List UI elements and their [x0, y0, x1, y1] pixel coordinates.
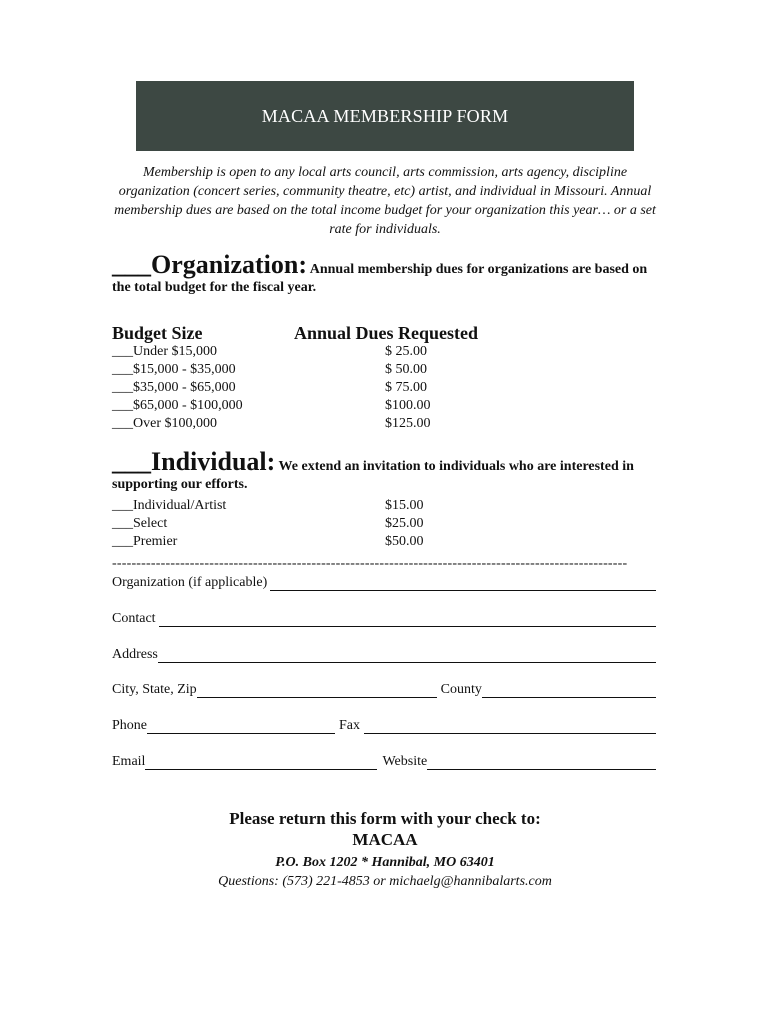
separator-line: ----------------------------------------------------------------------------------------------------------: [112, 556, 628, 571]
individual-membership-dues-amount: $50.00: [385, 534, 424, 549]
organization-checkbox-blank[interactable]: ___: [112, 250, 151, 279]
address-field[interactable]: [158, 648, 656, 663]
county-label: County: [440, 682, 482, 697]
contact-field[interactable]: [159, 612, 656, 627]
organization-field-row: [112, 571, 656, 591]
return-text: Please return this form with your check to:: [229, 809, 541, 828]
annual-dues-header: Annual Dues Requested: [294, 323, 479, 343]
budget-size-option[interactable]: ___Under $15,000: [112, 344, 217, 359]
return-instructions: [0, 808, 770, 891]
individual-checkbox-blank[interactable]: ___: [112, 447, 151, 476]
organization-heading: Organization:: [151, 250, 307, 279]
budget-size-option[interactable]: ___$15,000 - $35,000: [112, 362, 236, 377]
return-org-name: MACAA: [352, 830, 418, 849]
fax-field[interactable]: [364, 719, 656, 734]
individual-membership-option[interactable]: ___Select: [112, 516, 168, 531]
organization-field-label: Organization (if applicable): [112, 575, 268, 590]
budget-size-dues-amount: $ 25.00: [385, 344, 427, 359]
email-website-field-row: [112, 750, 656, 770]
individual-membership-option[interactable]: ___Premier: [112, 534, 178, 549]
contact-field-label: Contact: [112, 611, 156, 626]
budget-size-option[interactable]: ___$65,000 - $100,000: [112, 398, 243, 413]
city-county-field-row: [112, 678, 656, 698]
mailing-address: P.O. Box 1202 * Hannibal, MO 63401: [275, 855, 495, 870]
email-field[interactable]: [145, 755, 377, 770]
individual-membership-dues-amount: $25.00: [385, 516, 424, 531]
contact-field-row: [112, 607, 656, 627]
individual-description: We extend an invitation to individuals who are interested in supporting our efforts.: [112, 459, 634, 492]
phone-fax-field-row: [112, 714, 656, 734]
county-field[interactable]: [482, 683, 656, 698]
individual-section-heading: [112, 447, 662, 494]
individual-membership-option[interactable]: ___Individual/Artist: [112, 498, 227, 513]
organization-field[interactable]: [270, 576, 656, 591]
budget-size-dues-amount: $ 50.00: [385, 362, 427, 377]
website-field[interactable]: [427, 755, 656, 770]
phone-field[interactable]: [147, 719, 335, 734]
form-title-banner: [136, 81, 634, 151]
budget-size-option[interactable]: ___$35,000 - $65,000: [112, 380, 236, 395]
individual-membership-dues-amount: $15.00: [385, 498, 424, 513]
organization-description: Annual membership dues for organizations are based on the total budget for the fiscal year.: [112, 262, 648, 295]
phone-label: Phone: [112, 718, 147, 733]
organization-section-heading: [112, 250, 662, 297]
individual-heading: Individual:: [151, 447, 276, 476]
budget-size-dues-amount: $100.00: [385, 398, 431, 413]
form-title: MACAA MEMBERSHIP FORM: [261, 105, 509, 126]
city-state-zip-field[interactable]: [197, 683, 437, 698]
budget-size-option[interactable]: ___Over $100,000: [112, 416, 217, 431]
city-state-zip-label: City, State, Zip: [112, 682, 197, 697]
budget-size-header: Budget Size: [112, 323, 203, 343]
fax-label: Fax: [339, 718, 360, 733]
budget-size-dues-amount: $ 75.00: [385, 380, 427, 395]
budget-size-dues-amount: $125.00: [385, 416, 431, 431]
intro-paragraph: Membership is open to any local arts council, arts commission, arts agency, discipline organization (concert series, community theatre, etc) artist, and individual in Missouri. Annual membership dues are based on the total income budget for your organization this year… or a set rate for individuals.: [114, 165, 656, 237]
website-label: Website: [382, 754, 428, 769]
address-field-row: [112, 643, 656, 663]
questions-contact: Questions: (573) 221-4853 or michaelg@hannibalarts.com: [218, 874, 552, 889]
address-field-label: Address: [112, 647, 158, 662]
email-label: Email: [112, 754, 146, 769]
